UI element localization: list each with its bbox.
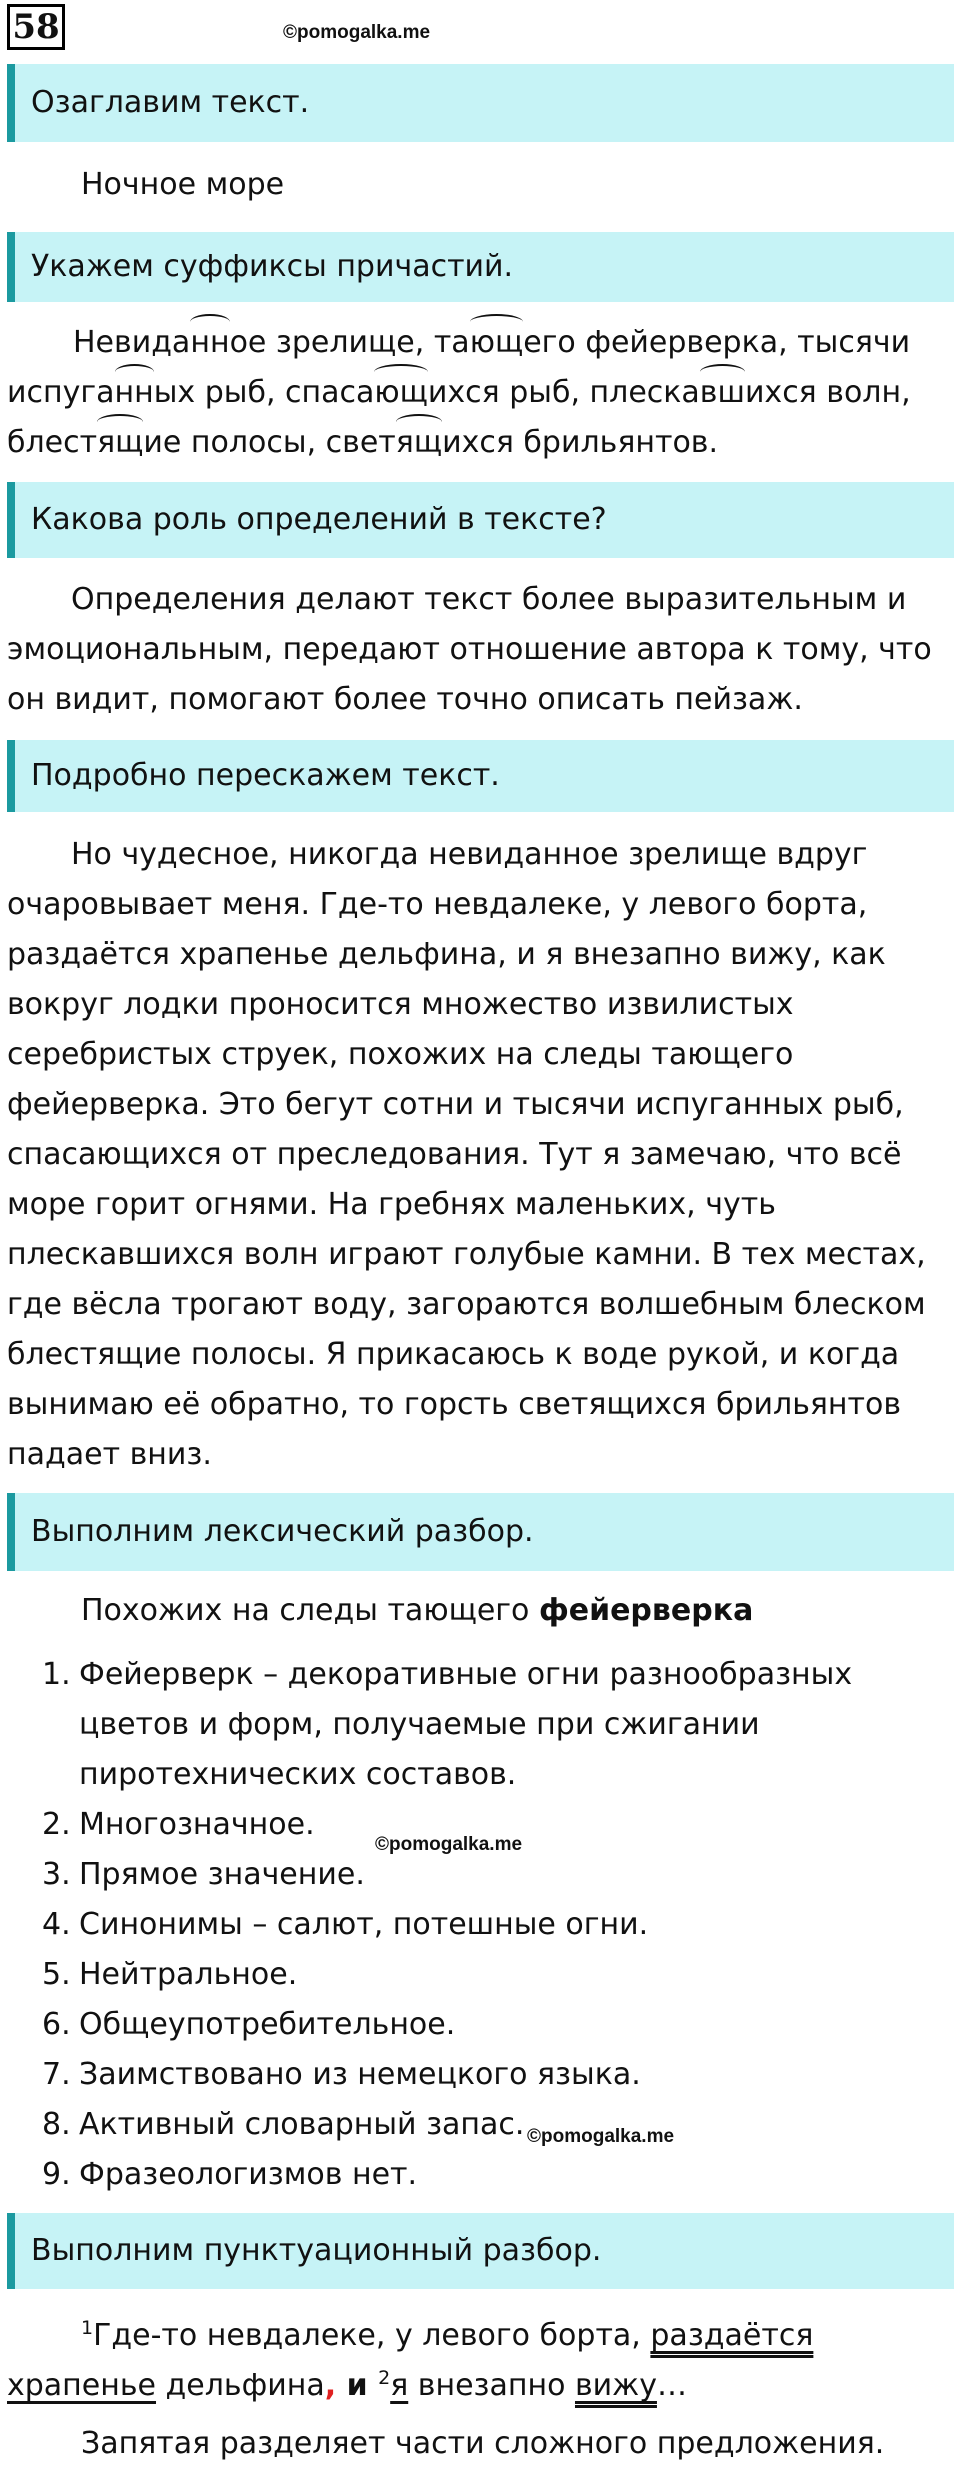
role-line-2: эмоциональным, передают отношение автора к тому, что: [7, 632, 932, 667]
retell-line: раздаётся храпенье дельфина, и я внезапно вижу, как: [7, 937, 886, 972]
retell-line: серебристых струек, похожих на следы тающего: [7, 1037, 794, 1072]
retell-line: очаровывает меня. Где-то невдалеке, у левого борта,: [7, 887, 868, 922]
predicate: раздаётся: [650, 2318, 814, 2353]
section-heading-punct: Выполним пунктуационный разбор.: [7, 2213, 954, 2289]
lexical-phrase: Похожих на следы тающего фейерверка: [81, 1593, 754, 1628]
suffix-mark: нн: [190, 318, 229, 368]
role-line-3: он видит, помогают более точно описать пейзаж.: [7, 682, 803, 717]
watermark: ©pomogalka.me: [375, 1834, 523, 1855]
list-item: 2. Многозначное.: [42, 1807, 315, 1842]
list-item: 9. Фразеологизмов нет.: [42, 2157, 418, 2192]
retell-line: блестящие полосы. Я прикасаюсь к воде рукой, и когда: [7, 1337, 900, 1372]
suffix-mark: ящ: [97, 418, 143, 468]
list-item: 3. Прямое значение.: [42, 1857, 365, 1892]
retell-line: где вёсла трогают воду, загораются волшебным блеском: [7, 1287, 926, 1322]
list-item: 8. Активный словарный запас.: [42, 2107, 525, 2142]
list-item: 7. Заимствовано из немецкого языка.: [42, 2057, 641, 2092]
section-heading-title: Озаглавим текст.: [7, 64, 954, 142]
suffix-line-3: блестящие полосы, светящихся брильянтов.: [7, 418, 947, 468]
role-line-1: Определения делают текст более выразительным и: [71, 582, 907, 617]
retell-line: Но чудесное, никогда невиданное зрелище вдруг: [71, 837, 868, 872]
retell-line: фейерверка. Это бегут сотни и тысячи испуганных рыб,: [7, 1087, 904, 1122]
watermark: ©pomogalka.me: [283, 22, 431, 43]
retell-line: спасающихся от преследования. Тут я замечаю, что всё: [7, 1137, 902, 1172]
text-title-answer: Ночное море: [81, 167, 285, 202]
punct-conclusion: Запятая разделяет части сложного предложения.: [81, 2426, 885, 2461]
task-number: 58: [7, 4, 65, 50]
punct-line-2: храпенье дельфина, и $^2$я внезапно вижу…: [7, 2367, 687, 2403]
lexical-list: [42, 1650, 947, 2200]
section-heading-role: Какова роль определений в тексте?: [7, 482, 954, 558]
list-item: 4. Синонимы – салют, потешные огни.: [42, 1907, 649, 1942]
suffix-mark: ющ: [374, 368, 428, 418]
watermark: ©pomogalka.me: [527, 2126, 675, 2147]
suffix-line-1: Невиданное зрелище, тающего фейерверка, тысячи: [7, 318, 947, 368]
suffix-mark: вш: [700, 368, 745, 418]
list-item: 6. Общеупотребительное.: [42, 2007, 456, 2042]
retell-line: плескавшихся волн играют голубые камни. В тех местах,: [7, 1237, 926, 1272]
subject: я: [390, 2368, 409, 2403]
list-item: 5. Нейтральное.: [42, 1957, 298, 1992]
suffix-mark: нн: [115, 368, 154, 418]
punct-line-1: $^1$Где-то невдалеке, у левого борта, раздаётся: [81, 2317, 814, 2353]
retell-line: падает вниз.: [7, 1437, 212, 1472]
section-heading-suffixes: Укажем суффиксы причастий.: [7, 232, 954, 302]
retell-line: вынимаю её обратно, то горсть светящихся брильянтов: [7, 1387, 902, 1422]
list-item: 1. Фейерверк – декоративные огни разнообразных цветов и форм, получаемые при сжигании пиротехнических составов.: [42, 1657, 853, 1792]
retell-line: вокруг лодки проносится множество извилистых: [7, 987, 794, 1022]
retell-line: море горит огнями. На гребнях маленьких, чуть: [7, 1187, 776, 1222]
suffix-mark: ящ: [396, 418, 442, 468]
lexical-word: фейерверка: [538, 1593, 754, 1628]
suffix-line-2: испуганных рыб, спасающихся рыб, плескавшихся волн,: [7, 368, 947, 418]
section-heading-lexical: Выполним лексический разбор.: [7, 1493, 954, 1571]
suffix-mark: ющ: [470, 318, 524, 368]
predicate: вижу: [574, 2368, 657, 2403]
subject: храпенье: [7, 2368, 157, 2403]
section-heading-retell: Подробно перескажем текст.: [7, 740, 954, 812]
